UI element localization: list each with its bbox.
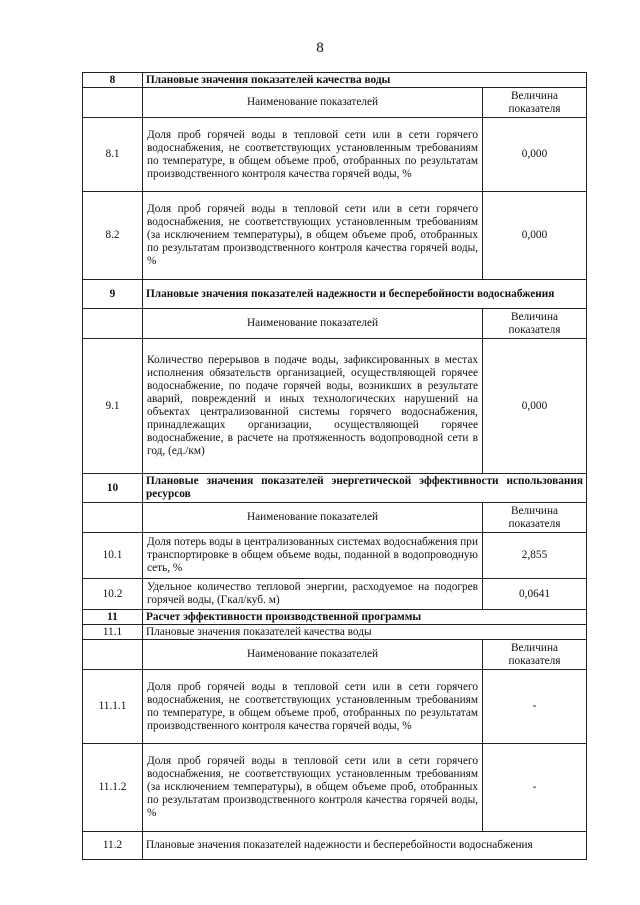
section-title: Плановые значения показателей надежности и бесперебойности водоснабжения (143, 280, 587, 309)
value-header: Величина показателя (483, 640, 587, 670)
row-number: 10.2 (83, 579, 143, 610)
indicator-name: Доля проб горячей воды в тепловой сети или в сети горячего водоснабжения, не соответствующих установленным требованиям по температуре, в общем объеме проб, отобранных по результатам производственного контроля качества горячей воды, % (143, 670, 483, 744)
row-number: 11.1 (83, 625, 143, 640)
table-row (83, 579, 587, 610)
section-title: Плановые значения показателей энергетической эффективности использования ресурсов (143, 474, 587, 503)
row-number: 11.1.2 (83, 744, 143, 832)
table-row (83, 339, 587, 474)
indicator-value: 2,855 (483, 533, 587, 579)
indicator-name: Доля проб горячей воды в тепловой сети или в сети горячего водоснабжения, не соответствующих установленным требованиям (за исключением температуры), в общем объеме проб, отобранных по результатам производственного контроля качества горячей воды, % (143, 192, 483, 280)
value-header: Величина показателя (483, 503, 587, 533)
indicator-name: Количество перерывов в подаче воды, зафиксированных в местах исполнения обязательств организацией, осуществляющей горячее водоснабжение, по подаче горячей воды, возникших в результате аварий, повреждений и иных технологических нарушений на объектах централизованной системы горячего водоснабжения, принадлежащих организации, осуществляющей горячее водоснабжение, в расчете на протяженность водопроводной сети в год, (ед./км) (143, 339, 483, 474)
value-header: Величина показателя (483, 88, 587, 118)
indicator-name: Доля потерь воды в централизованных системах водоснабжения при транспортировке в общем объеме воды, поданной в водопроводную сеть, % (143, 533, 483, 579)
table-row (83, 744, 587, 832)
row-number: 11 (83, 610, 143, 625)
value-header: Величина показателя (483, 309, 587, 339)
section-row-8 (83, 73, 587, 88)
subsection-row (83, 625, 587, 640)
indicator-value: 0,000 (483, 339, 587, 474)
section-title: Расчет эффективности производственной программы (143, 610, 587, 625)
indicator-name: Удельное количество тепловой энергии, расходуемое на подогрев горячей воды, (Гкал/куб. м) (143, 579, 483, 610)
header-row (83, 640, 587, 670)
row-number: 10 (83, 474, 143, 503)
table-row (83, 192, 587, 280)
header-row (83, 88, 587, 118)
section-row-11 (83, 610, 587, 625)
section-row-10 (83, 474, 587, 503)
subsection-title: Плановые значения показателей качества воды (143, 625, 587, 640)
subsection-row (83, 832, 587, 860)
indicators-table (82, 72, 587, 860)
indicator-name: Доля проб горячей воды в тепловой сети или в сети горячего водоснабжения, не соответствующих установленным требованиям (за исключением температуры), в общем объеме проб, отобранных по результатам производственного контроля качества горячей воды, % (143, 744, 483, 832)
header-row (83, 309, 587, 339)
table-row (83, 533, 587, 579)
row-number: 10.1 (83, 533, 143, 579)
indicator-value: - (483, 670, 587, 744)
table-row (83, 118, 587, 192)
subsection-title: Плановые значения показателей надежности и бесперебойности водоснабжения (143, 832, 587, 860)
header-row (83, 503, 587, 533)
row-number: 11.2 (83, 832, 143, 860)
row-number: 9 (83, 280, 143, 309)
table-row (83, 670, 587, 744)
row-number: 8 (83, 73, 143, 88)
name-header: Наименование показателей (143, 640, 483, 670)
section-row-9 (83, 280, 587, 309)
indicator-value: - (483, 744, 587, 832)
row-number: 8.1 (83, 118, 143, 192)
row-number: 8.2 (83, 192, 143, 280)
indicator-value: 0,0641 (483, 579, 587, 610)
row-number: 9.1 (83, 339, 143, 474)
indicator-value: 0,000 (483, 118, 587, 192)
section-title: Плановые значения показателей качества воды (143, 73, 587, 88)
name-header: Наименование показателей (143, 309, 483, 339)
page-number: 8 (316, 40, 324, 56)
name-header: Наименование показателей (143, 503, 483, 533)
indicator-name: Доля проб горячей воды в тепловой сети или в сети горячего водоснабжения, не соответствующих установленным требованиям по температуре, в общем объеме проб, отобранных по результатам производственного контроля качества горячей воды, % (143, 118, 483, 192)
row-number: 11.1.1 (83, 670, 143, 744)
name-header: Наименование показателей (143, 88, 483, 118)
indicator-value: 0,000 (483, 192, 587, 280)
